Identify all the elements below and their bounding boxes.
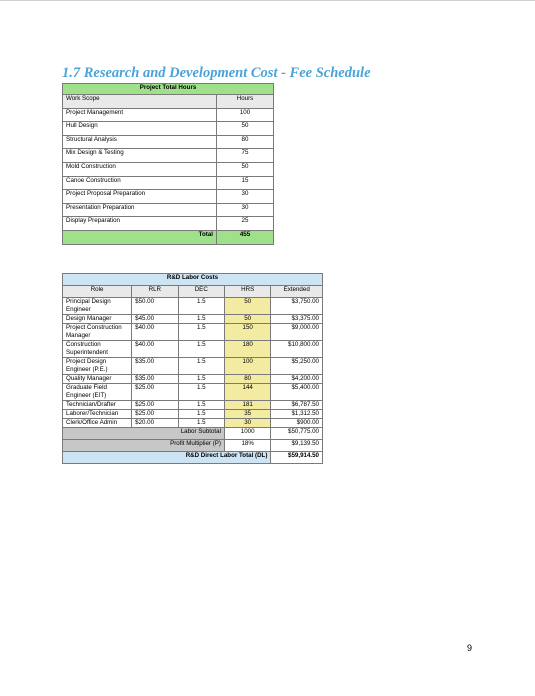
role-cell: Technician/Drafter (63, 401, 132, 410)
role-cell: Graduate Field Engineer (EIT) (63, 384, 132, 401)
labor-header-row (63, 286, 323, 298)
table-row (63, 358, 323, 375)
dec-cell: 1.5 (178, 419, 224, 428)
table-row (63, 176, 274, 190)
table-row (63, 341, 323, 358)
section-heading: 1.7 Research and Development Cost - Fee Schedule (62, 65, 371, 81)
subtotal-hrs: 1000 (224, 428, 270, 440)
dec-cell: 1.5 (178, 341, 224, 358)
rlr-cell: $25.00 (132, 384, 178, 401)
labor-subtotal-row (63, 428, 323, 440)
extended-cell: $9,000.00 (271, 324, 323, 341)
rlr-cell: $25.00 (132, 410, 178, 419)
hrs-cell: 150 (224, 324, 270, 341)
rlr-cell: $45.00 (132, 315, 178, 324)
hours-cell: 100 (217, 108, 274, 122)
col-rlr: RLR (132, 286, 178, 298)
hours-cell: 80 (217, 135, 274, 149)
hours-total-row (63, 230, 274, 244)
role-cell: Principal Design Engineer (63, 298, 132, 315)
col-dec: DEC (178, 286, 224, 298)
table-row (63, 401, 323, 410)
total-value: 455 (217, 230, 274, 244)
table-row (63, 190, 274, 204)
dec-cell: 1.5 (178, 401, 224, 410)
table-row (63, 135, 274, 149)
col-hours: Hours (217, 95, 274, 109)
work-scope-cell: Project Proposal Preparation (63, 190, 217, 204)
project-hours-table (62, 83, 274, 245)
col-role: Role (63, 286, 132, 298)
hrs-cell: 180 (224, 341, 270, 358)
hours-cell: 15 (217, 176, 274, 190)
table-row (63, 419, 323, 428)
labor-costs-table (62, 273, 323, 464)
work-scope-cell: Display Preparation (63, 217, 217, 231)
role-cell: Laborer/Technician (63, 410, 132, 419)
table-row (63, 384, 323, 401)
rlr-cell: $40.00 (132, 341, 178, 358)
table-row (63, 375, 323, 384)
dec-cell: 1.5 (178, 324, 224, 341)
dec-cell: 1.5 (178, 375, 224, 384)
rlr-cell: $25.00 (132, 401, 178, 410)
hours-title-row (63, 84, 274, 95)
table-row (63, 149, 274, 163)
extended-cell: $3,750.00 (271, 298, 323, 315)
dec-cell: 1.5 (178, 358, 224, 375)
table-row (63, 410, 323, 419)
profit-value: $9,139.50 (271, 440, 323, 452)
hrs-cell: 50 (224, 298, 270, 315)
work-scope-cell: Mix Design & Testing (63, 149, 217, 163)
table-row (63, 162, 274, 176)
role-cell: Project Design Engineer (P.E.) (63, 358, 132, 375)
rlr-cell: $20.00 (132, 419, 178, 428)
work-scope-cell: Hull Design (63, 122, 217, 136)
table-row (63, 217, 274, 231)
table-row (63, 122, 274, 136)
profit-row (63, 440, 323, 452)
rlr-cell: $50.00 (132, 298, 178, 315)
labor-title-row (63, 274, 323, 286)
hours-header-row (63, 95, 274, 109)
extended-cell: $10,800.00 (271, 341, 323, 358)
dec-cell: 1.5 (178, 315, 224, 324)
work-scope-cell: Presentation Preparation (63, 203, 217, 217)
dec-cell: 1.5 (178, 298, 224, 315)
top-rule (0, 0, 535, 1)
col-extended: Extended (271, 286, 323, 298)
table-row (63, 315, 323, 324)
work-scope-cell: Structural Analysis (63, 135, 217, 149)
extended-cell: $3,375.00 (271, 315, 323, 324)
subtotal-label: Labor Subtotal (63, 428, 225, 440)
work-scope-cell: Canoe Construction (63, 176, 217, 190)
hours-cell: 75 (217, 149, 274, 163)
hours-cell: 30 (217, 203, 274, 217)
hours-cell: 25 (217, 217, 274, 231)
profit-pct: 18% (224, 440, 270, 452)
role-cell: Clerk/Office Admin (63, 419, 132, 428)
direct-labor-value: $59,914.50 (271, 452, 323, 464)
hrs-cell: 80 (224, 375, 270, 384)
role-cell: Design Manager (63, 315, 132, 324)
extended-cell: $5,250.00 (271, 358, 323, 375)
table-row (63, 203, 274, 217)
hrs-cell: 144 (224, 384, 270, 401)
extended-cell: $5,400.00 (271, 384, 323, 401)
table-row (63, 108, 274, 122)
dec-cell: 1.5 (178, 410, 224, 419)
hrs-cell: 100 (224, 358, 270, 375)
table-row (63, 298, 323, 315)
extended-cell: $1,312.50 (271, 410, 323, 419)
rlr-cell: $35.00 (132, 375, 178, 384)
subtotal-value: $50,775.00 (271, 428, 323, 440)
profit-label: Profit Multiplier (P) (63, 440, 225, 452)
hrs-cell: 35 (224, 410, 270, 419)
hrs-cell: 50 (224, 315, 270, 324)
col-hrs: HRS (224, 286, 270, 298)
hours-cell: 30 (217, 190, 274, 204)
rlr-cell: $40.00 (132, 324, 178, 341)
hrs-cell: 30 (224, 419, 270, 428)
labor-title: R&D Labor Costs (63, 274, 323, 286)
rlr-cell: $35.00 (132, 358, 178, 375)
extended-cell: $900.00 (271, 419, 323, 428)
hrs-cell: 181 (224, 401, 270, 410)
col-work-scope: Work Scope (63, 95, 217, 109)
direct-labor-label: R&D Direct Labor Total (DL) (63, 452, 271, 464)
extended-cell: $6,787.50 (271, 401, 323, 410)
direct-labor-row (63, 452, 323, 464)
page-number: 9 (467, 643, 473, 653)
table-row (63, 324, 323, 341)
role-cell: Quality Manager (63, 375, 132, 384)
hours-cell: 50 (217, 122, 274, 136)
hours-title: Project Total Hours (63, 84, 274, 95)
dec-cell: 1.5 (178, 384, 224, 401)
extended-cell: $4,200.00 (271, 375, 323, 384)
work-scope-cell: Mold Construction (63, 162, 217, 176)
role-cell: Construction Superintendent (63, 341, 132, 358)
hours-cell: 50 (217, 162, 274, 176)
role-cell: Project Construction Manager (63, 324, 132, 341)
work-scope-cell: Project Management (63, 108, 217, 122)
total-label: Total (63, 230, 217, 244)
